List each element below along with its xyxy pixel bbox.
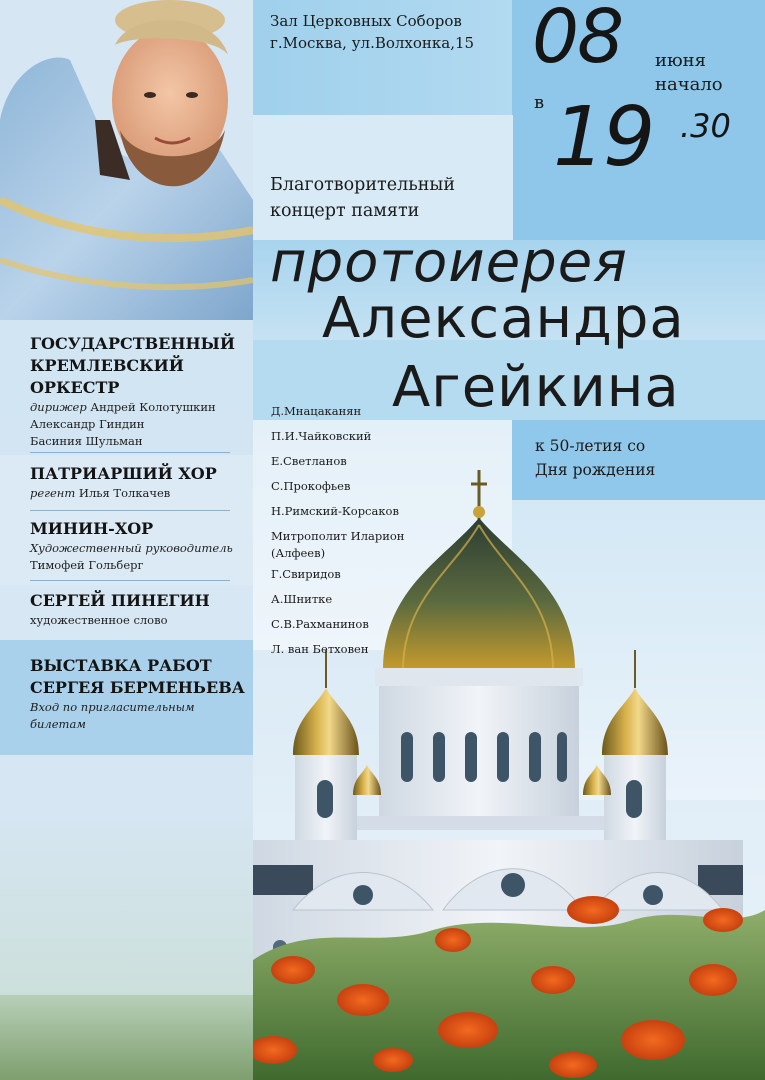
performer-pinegin bbox=[30, 590, 250, 629]
priest-portrait bbox=[0, 0, 253, 320]
list-item: Н.Римский-Корсаков bbox=[271, 504, 399, 518]
time-minutes: .30 bbox=[680, 107, 731, 145]
performer-name: СЕРГЕЯ БЕРМЕНЬЕВА bbox=[30, 678, 245, 697]
performer-name: МИНИН-ХОР bbox=[30, 519, 154, 538]
list-item: Д.Мнацаканян bbox=[271, 404, 362, 418]
list-item: (Алфеев) bbox=[271, 546, 326, 560]
date-day: 08 bbox=[532, 0, 623, 80]
title-name-first: Александра bbox=[322, 286, 685, 351]
performer-name: ПАТРИАРШИЙ ХОР bbox=[30, 464, 217, 483]
performer-detail: билетам bbox=[30, 717, 86, 731]
divider bbox=[30, 580, 230, 581]
performer-detail: Александр Гиндин bbox=[30, 417, 145, 431]
performer-minin-choir bbox=[30, 518, 250, 574]
title-prefix: протоиерея bbox=[270, 230, 628, 295]
start-label: начало bbox=[655, 74, 723, 95]
performer-detail: дирижер Андрей Колотушкин bbox=[30, 400, 216, 414]
divider bbox=[30, 510, 230, 511]
list-item: Митрополит Иларион bbox=[271, 529, 405, 543]
concert-memory: концерт памяти bbox=[270, 201, 420, 221]
performer-name: ГОСУДАРСТВЕННЫЙ bbox=[30, 334, 235, 353]
date-prep: в bbox=[534, 92, 545, 113]
performer-detail: Вход по пригласительным bbox=[30, 700, 195, 714]
anniversary-line1: к 50-летия со bbox=[535, 437, 646, 455]
list-item: С.В.Рахманинов bbox=[271, 617, 369, 631]
list-item: П.И.Чайковский bbox=[271, 429, 372, 443]
performer-name: ОРКЕСТР bbox=[30, 378, 120, 397]
anniversary-line2: Дня рождения bbox=[535, 461, 656, 479]
list-item: А.Шнитке bbox=[271, 592, 333, 606]
meadow-strip bbox=[0, 995, 253, 1080]
performer-detail: художественное слово bbox=[30, 613, 168, 627]
composer-list bbox=[271, 399, 511, 662]
date-month: июня bbox=[655, 50, 707, 71]
concert-type: Благотворительный bbox=[270, 175, 455, 195]
list-item: Л. ван Бетховен bbox=[271, 642, 369, 656]
time-hour: 19 bbox=[553, 90, 654, 185]
list-item: Е.Светланов bbox=[271, 454, 347, 468]
list-item: Г.Свиридов bbox=[271, 567, 341, 581]
performer-detail: Художественный руководитель bbox=[30, 541, 233, 555]
title-name-last: Агейкина bbox=[392, 355, 680, 420]
performer-detail: регент Илья Толкачев bbox=[30, 486, 171, 500]
performer-orchestra bbox=[30, 333, 250, 450]
venue-address: г.Москва, ул.Волхонка,15 bbox=[270, 34, 475, 52]
divider bbox=[30, 452, 230, 453]
performer-name: ВЫСТАВКА РАБОТ bbox=[30, 656, 212, 675]
performer-patriarch-choir bbox=[30, 463, 250, 502]
performer-detail: Тимофей Гольберг bbox=[30, 558, 144, 572]
performer-name: КРЕМЛЕВСКИЙ bbox=[30, 356, 184, 375]
performer-detail: Басиния Шульман bbox=[30, 434, 143, 448]
venue-name: Зал Церковных Соборов bbox=[270, 12, 462, 30]
performer-name: СЕРГЕЙ ПИНЕГИН bbox=[30, 591, 210, 610]
exhibition-info bbox=[30, 655, 250, 733]
list-item: С.Прокофьев bbox=[271, 479, 351, 493]
